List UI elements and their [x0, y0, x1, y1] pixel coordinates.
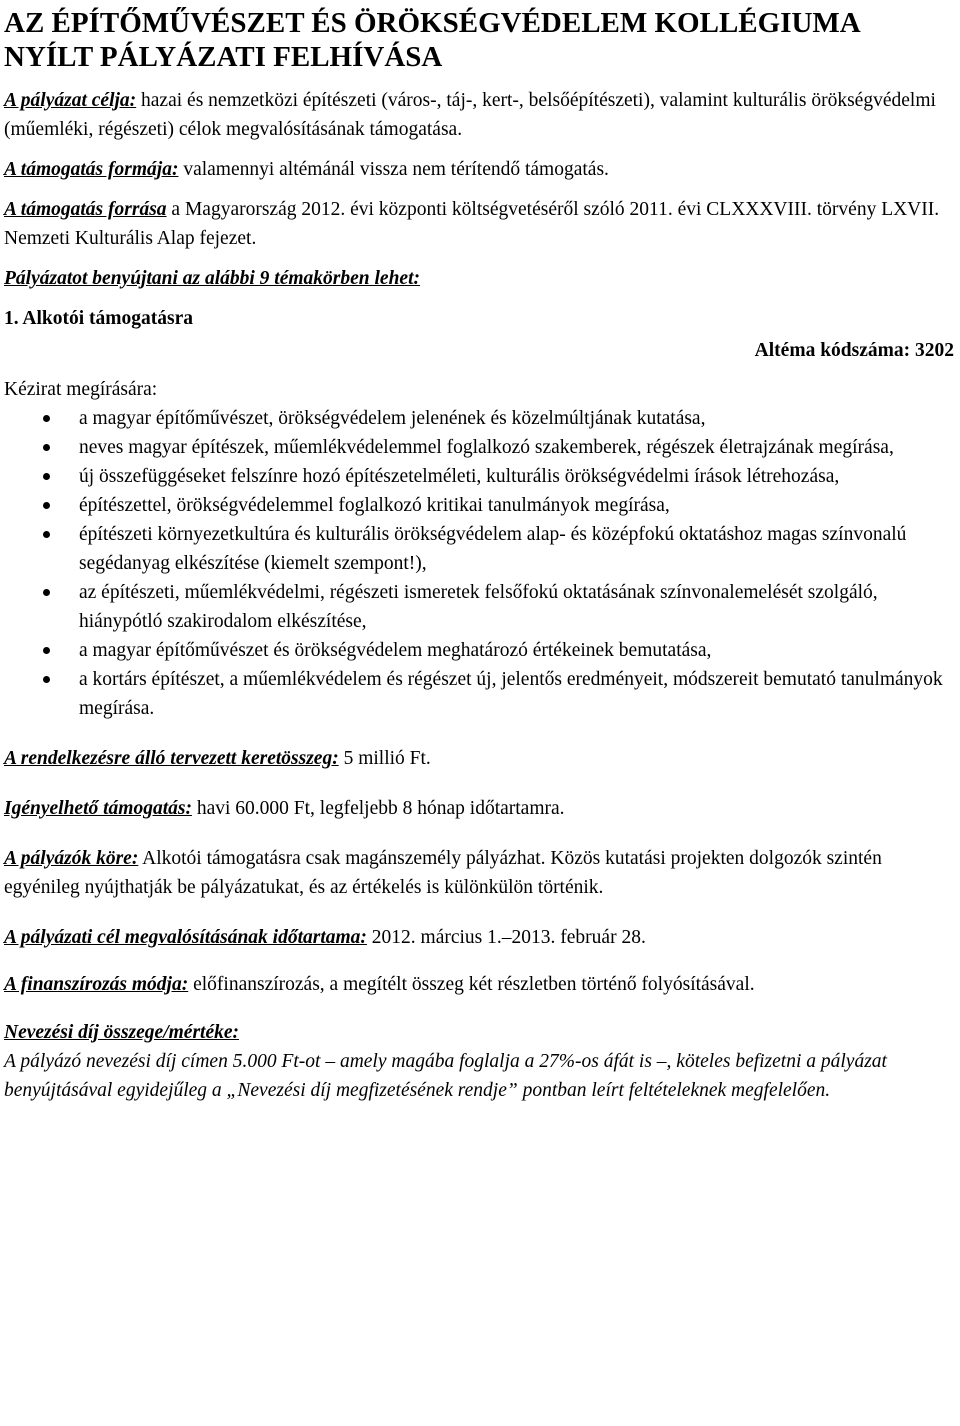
bullet-icon — [43, 473, 50, 480]
document-page — [4, 6, 954, 1105]
fee-label: Nevezési díj összege/mértéke: — [4, 1022, 240, 1043]
financing-label: A finanszírozás módja: — [4, 974, 189, 995]
bullet-icon — [43, 531, 50, 538]
support-text: havi 60.000 Ft, legfeljebb 8 hónap időtartamra. — [191, 798, 565, 819]
list-item-text: neves magyar építészek, műemlékvédelemmel foglalkozó szakemberek, régészek életrajzának megírása, — [79, 437, 894, 458]
form-paragraph — [4, 155, 954, 184]
applicants-paragraph — [4, 844, 954, 902]
list-item-text: a magyar építőművészet és örökségvédelem meghatározó értékeinek bemutatása, — [79, 640, 712, 661]
applicants-label: A pályázók köre: — [4, 848, 139, 869]
bullet-icon — [43, 444, 50, 451]
bullet-icon — [43, 676, 50, 683]
financing-paragraph — [4, 970, 954, 999]
list-item — [4, 404, 954, 433]
topic-intro: Kézirat megírására: — [4, 379, 158, 400]
list-item — [4, 491, 954, 520]
purpose-paragraph — [4, 86, 954, 144]
list-item-text: az építészeti, műemlékvédelmi, régészeti ismeretek felsőfokú oktatásának színvonalemelését szolgáló, hiánypótló szakirodalom elkészítése, — [79, 582, 878, 632]
purpose-label: A pályázat célja: — [4, 90, 137, 111]
support-label: Igényelhető támogatás: — [4, 798, 192, 819]
duration-paragraph — [4, 923, 954, 952]
budget-paragraph — [4, 744, 954, 773]
list-item-text: építészeti környezetkultúra és kulturális örökségvédelem alap- és középfokú oktatáshoz magas színvonalú segédanyag elkészítése (kiemelt szempont!), — [79, 524, 907, 574]
list-item-text: a magyar építőművészet, örökségvédelem jelenének és közelmúltjának kutatása, — [79, 408, 706, 429]
topic-code: Altéma kódszáma: 3202 — [754, 340, 954, 361]
fee-text: A pályázó nevezési díj címen 5.000 Ft-ot – amely magába foglalja a 27%-os áfát is –, köteles befizetni a pályázat benyújtásával egyidejűleg a „Nevezési díj megfizetésének rendje” pontban leírt feltételeknek megfelelően. — [4, 1051, 887, 1101]
list-item — [4, 636, 954, 665]
support-paragraph — [4, 794, 954, 823]
list-item — [4, 462, 954, 491]
applicants-text: Alkotói támogatásra csak magánszemély pályázhat. Közös kutatási projekten dolgozók szintén egyénileg nyújthatják be pályázatukat, és az értékelés is különkülön történik. — [4, 848, 882, 898]
duration-text: 2012. március 1.–2013. február 28. — [366, 927, 646, 948]
source-paragraph — [4, 195, 954, 253]
topic-section — [4, 304, 954, 723]
duration-label: A pályázati cél megvalósításának időtartama: — [4, 927, 367, 948]
purpose-text: hazai és nemzetközi építészeti (város-, táj-, kert-, belsőépítészeti), valamint kulturális örökségvédelmi (műemléki, régészeti) célok megvalósításának támogatása. — [4, 90, 936, 140]
list-item-text: a kortárs építészet, a műemlékvédelem és régészet új, jelentős eredményeit, módszereit bemutató tanulmányok megírása. — [79, 669, 943, 719]
bullet-icon — [43, 647, 50, 654]
fee-heading — [4, 1018, 954, 1047]
title-line-2: NYÍLT PÁLYÁZATI FELHÍVÁSA — [4, 41, 443, 73]
list-item — [4, 578, 954, 636]
topic-bullet-list — [4, 404, 954, 723]
bullet-icon — [43, 502, 50, 509]
form-label: A támogatás formája: — [4, 159, 179, 180]
list-item-text: építészettel, örökségvédelemmel foglalkozó kritikai tanulmányok megírása, — [79, 495, 670, 516]
list-item — [4, 433, 954, 462]
bullet-icon — [43, 415, 50, 422]
budget-label: A rendelkezésre álló tervezett keretösszeg: — [4, 748, 339, 769]
topics-heading: Pályázatot benyújtani az alábbi 9 témakörben lehet: — [4, 268, 420, 289]
source-label: A támogatás forrása — [4, 199, 167, 220]
budget-text: 5 millió Ft. — [338, 748, 431, 769]
list-item — [4, 665, 954, 723]
form-text: valamennyi altémánál vissza nem térítendő támogatás. — [178, 159, 609, 180]
topic-title: 1. Alkotói támogatásra — [4, 308, 194, 329]
source-text: a Magyarország 2012. évi központi költségvetéséről szóló 2011. évi CLXXXVIII. törvény LXVII. Nemzeti Kulturális Alap fejezet. — [4, 199, 940, 249]
title-line-1: AZ ÉPÍTŐMŰVÉSZET ÉS ÖRÖKSÉGVÉDELEM KOLLÉGIUMA — [4, 7, 861, 39]
financing-text: előfinanszírozás, a megítélt összeg két részletben történő folyósításával. — [188, 974, 755, 995]
bullet-icon — [43, 589, 50, 596]
document-title — [4, 6, 954, 74]
list-item-text: új összefüggéseket felszínre hozó építészetelméleti, kulturális örökségvédelmi írások létrehozása, — [79, 466, 840, 487]
list-item — [4, 520, 954, 578]
